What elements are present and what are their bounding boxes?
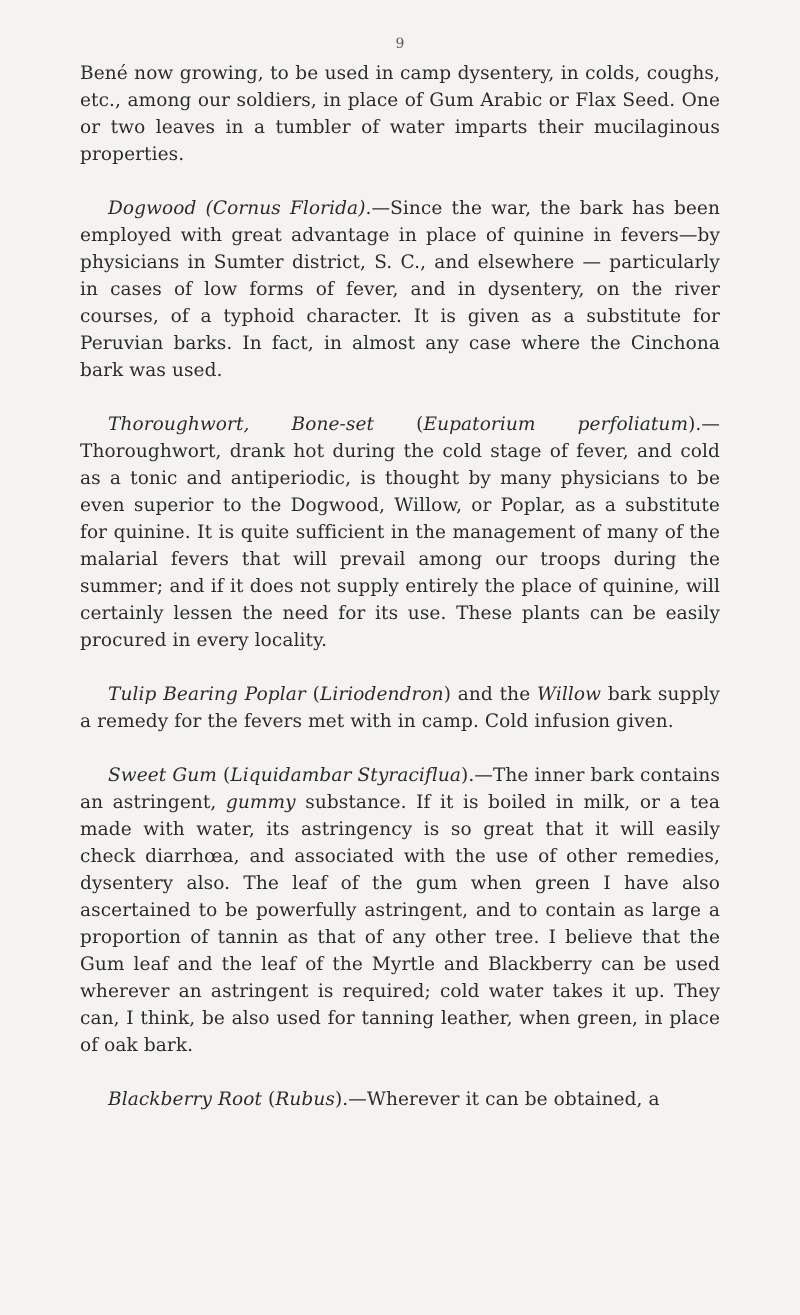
text-run: ).—The inner bark contains an astringent, bbox=[80, 765, 721, 813]
text-em: gummy bbox=[225, 792, 296, 813]
text-head: Tulip Bearing Poplar bbox=[108, 684, 306, 705]
text-head: Sweet Gum bbox=[108, 765, 217, 786]
text-run: ( bbox=[262, 1089, 276, 1110]
paragraph-blackberry-root bbox=[80, 1086, 720, 1113]
text-run: ( bbox=[374, 414, 424, 435]
text-head: Dogwood ( bbox=[108, 198, 213, 219]
paragraph-tulip-poplar bbox=[80, 681, 720, 735]
text-run: bark supply a remedy for the fevers met with in camp. Cold infusion given. bbox=[80, 684, 720, 732]
text-latin: Rubus bbox=[275, 1089, 335, 1110]
text-run: ) and the bbox=[443, 684, 538, 705]
text-latin: Eupatorium perfoliatum bbox=[423, 414, 689, 435]
text-run: .—Since the war, the bark has been employed with great advantage in place of quinine in fevers—by physicians in Sumter district, S. C., and elsewhere — particularly in cases of low forms of fever, and in dysentery, on the river courses, of a typhoid character. It is given as a substitute for Peruvian barks. In fact, in almost any case where the Cinchona bark was used. bbox=[80, 198, 720, 381]
text-run: ).—Wherever it can be obtained, a bbox=[334, 1089, 660, 1110]
text-run: ).—Thoroughwort, drank hot during the cold stage of fever, and cold as a tonic and antiperiodic, is thought by many physicians to be even superior to the Dogwood, Willow, or Poplar, as a substitute for quinine. It is quite sufficient in the management of many of the malarial fevers that will prevail among our troops during the summer; and if it does not supply entirely the place of quinine, will certainly lessen the need for its use. These plants can be easily procured in every locality. bbox=[80, 414, 720, 651]
paragraph-bene bbox=[80, 60, 720, 168]
text-latin: Liquidambar Styraciflua bbox=[230, 765, 462, 786]
text-run: ( bbox=[216, 765, 231, 786]
text-head: Blackberry Root bbox=[108, 1089, 263, 1110]
paragraph-dogwood bbox=[80, 195, 720, 384]
paragraph-sweet-gum bbox=[80, 762, 720, 1059]
text-latin: Liriodendron bbox=[319, 684, 444, 705]
text-body bbox=[80, 60, 720, 1113]
text-latin: Cornus Florida bbox=[212, 198, 359, 219]
text-run: substance. If it is boiled in milk, or a tea made with water, its astringency is so great that it will easily check diarrhœa, and associated with the use of other remedies, dysentery also. The leaf of the gum when green I have also ascertained to be powerfully astringent, and to contain as large a proportion of tannin as that of any other tree. I believe that the Gum leaf and the leaf of the Myrtle and Blackberry can be used wherever an astringent is required; cold water takes it up. They can, I think, be also used for tanning leather, when green, in place of oak bark. bbox=[80, 792, 720, 1056]
text-em: Willow bbox=[537, 684, 602, 705]
text-run: Bené now growing, to be used in camp dysentery, in colds, coughs, etc., among our soldiers, in place of Gum Arabic or Flax Seed. One or two leaves in a tumbler of water imparts their mucilaginous properties. bbox=[80, 63, 720, 165]
text-head: ) bbox=[358, 198, 366, 219]
page-number: 9 bbox=[395, 36, 405, 52]
text-run: ( bbox=[305, 684, 320, 705]
paragraph-thoroughwort bbox=[80, 411, 720, 654]
text-head: Thoroughwort, Bone-set bbox=[108, 414, 375, 435]
